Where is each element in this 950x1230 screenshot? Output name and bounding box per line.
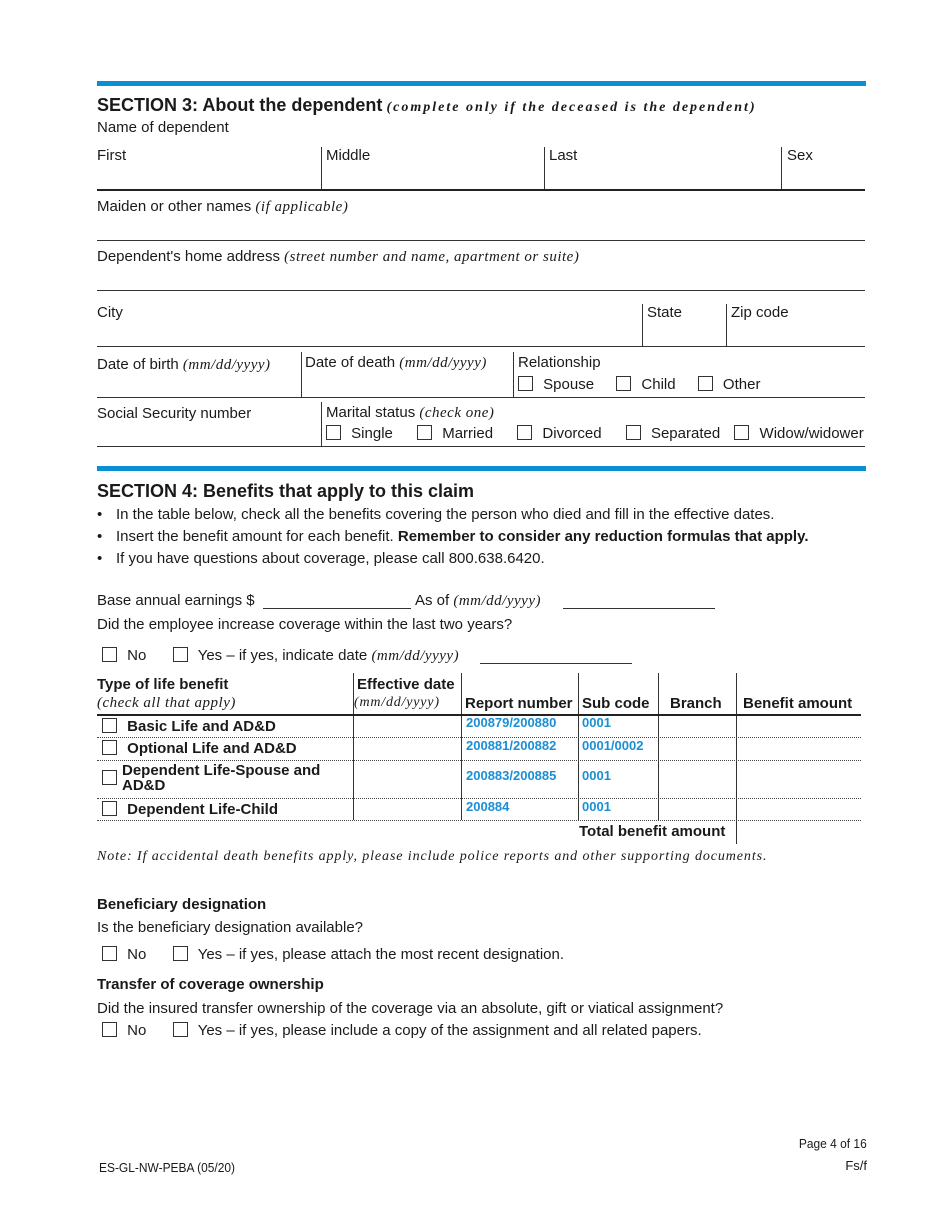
- table-row: [102, 801, 278, 818]
- bullet-1-text: In the table below, check all the benefits covering the person who died and fill in the effective dates.: [116, 506, 775, 523]
- marital-single-label: Single: [351, 425, 393, 442]
- page-code: Fs/f: [845, 1158, 867, 1173]
- section4-bullet-3: • If you have questions about coverage, please call 800.638.6420.: [97, 550, 545, 567]
- row-type: Optional Life and AD&D: [127, 740, 297, 757]
- section3-heading: [97, 95, 757, 116]
- beneficiary-options: [102, 946, 564, 963]
- row-amount-field[interactable]: [738, 762, 860, 796]
- relationship-label: Relationship: [518, 354, 601, 371]
- section3-title-note: (complete only if the deceased is the dependent): [386, 100, 757, 115]
- sex-label: Sex: [787, 147, 813, 164]
- maiden-names-row: [97, 198, 348, 216]
- dob-label: Date of birth: [97, 356, 179, 373]
- row-report-number: 200879/200880: [466, 715, 557, 730]
- row-report-number: 200883/200885: [466, 768, 557, 783]
- marital-separated-label: Separated: [650, 425, 721, 442]
- home-address-row: [97, 248, 579, 266]
- increase-yes-label: Yes – if yes, indicate date: [197, 647, 368, 664]
- maiden-names-label: Maiden or other names: [97, 198, 252, 215]
- home-address-field[interactable]: [97, 266, 865, 290]
- row-effective-date-field[interactable]: [355, 762, 459, 796]
- marital-divorced-label: Divorced: [542, 425, 602, 442]
- row-sub-code: 0001: [582, 768, 611, 783]
- col-effective-header: Effective date: [357, 676, 455, 693]
- accidental-death-note: Note: If accidental death benefits apply, please include police reports and other supporting documents.: [97, 849, 768, 864]
- section3-title: SECTION 3: About the dependent: [97, 95, 383, 115]
- optional-life-checkbox[interactable]: [102, 740, 117, 755]
- beneficiary-no-checkbox[interactable]: [102, 946, 117, 961]
- relationship-spouse-label: Spouse: [543, 376, 595, 393]
- row-branch-field[interactable]: [660, 762, 734, 796]
- table-row: [102, 740, 297, 757]
- relationship-other-checkbox[interactable]: [698, 376, 713, 391]
- increase-coverage-question: Did the employee increase coverage within the last two years?: [97, 616, 513, 633]
- total-benefit-label: Total benefit amount: [579, 823, 726, 840]
- as-of-label: As of: [415, 592, 450, 609]
- row-type: Basic Life and AD&D: [127, 718, 276, 735]
- dod-note: (mm/dd/yyyy): [399, 355, 487, 371]
- base-earnings-label: Base annual earnings $: [97, 592, 255, 609]
- as-of-note: (mm/dd/yyyy): [453, 593, 541, 609]
- sex-field[interactable]: [783, 165, 865, 189]
- zip-code-field[interactable]: [728, 322, 865, 346]
- section3-top-bar: [97, 81, 866, 86]
- transfer-no-label: No: [127, 1022, 147, 1039]
- relationship-spouse-checkbox[interactable]: [518, 376, 533, 391]
- marital-divorced-checkbox[interactable]: [517, 425, 532, 440]
- marital-widow-checkbox[interactable]: [734, 425, 749, 440]
- basic-life-checkbox[interactable]: [102, 718, 117, 733]
- middle-name-label: Middle: [326, 147, 371, 164]
- row-branch-field[interactable]: [660, 717, 734, 736]
- increase-no-checkbox[interactable]: [102, 647, 117, 662]
- beneficiary-no-label: No: [127, 946, 147, 963]
- section4-top-bar: [97, 466, 866, 471]
- row-amount-field[interactable]: [738, 739, 860, 758]
- marital-married-label: Married: [442, 425, 494, 442]
- beneficiary-yes-label: Yes – if yes, please attach the most recent designation.: [197, 946, 565, 963]
- name-of-dependent-label: Name of dependent: [97, 119, 229, 136]
- relationship-child-checkbox[interactable]: [616, 376, 631, 391]
- row-branch-field[interactable]: [660, 800, 734, 819]
- dob-note: (mm/dd/yyyy): [182, 357, 271, 373]
- dob-row: [97, 356, 271, 374]
- row-type: Dependent Life-Spouse and AD&D: [122, 762, 321, 794]
- bullet-3-text: If you have questions about coverage, please call 800.638.6420.: [116, 550, 545, 567]
- increase-date-field[interactable]: [480, 663, 632, 664]
- city-label: City: [97, 304, 123, 321]
- transfer-yes-checkbox[interactable]: [173, 1022, 188, 1037]
- last-name-label: Last: [549, 147, 578, 164]
- transfer-options: [102, 1022, 702, 1039]
- transfer-yes-label: Yes – if yes, please include a copy of the assignment and all related papers.: [197, 1022, 702, 1039]
- increase-yes-note: (mm/dd/yyyy): [371, 648, 460, 664]
- row-effective-date-field[interactable]: [355, 800, 459, 819]
- first-name-label: First: [97, 147, 127, 164]
- row-effective-date-field[interactable]: [355, 717, 459, 736]
- transfer-no-checkbox[interactable]: [102, 1022, 117, 1037]
- row-sub-code: 0001: [582, 715, 611, 730]
- table-row: [102, 718, 276, 735]
- increase-yes-checkbox[interactable]: [173, 647, 188, 662]
- col-type-note: (check all that apply): [97, 695, 236, 711]
- maiden-names-field[interactable]: [97, 216, 865, 240]
- transfer-question: Did the insured transfer ownership of the coverage via an absolute, gift or viatical assignment?: [97, 1000, 724, 1017]
- ssn-label: Social Security number: [97, 405, 252, 422]
- marital-status-label: Marital status: [326, 404, 416, 421]
- relationship-other-label: Other: [722, 376, 761, 393]
- zip-code-label: Zip code: [731, 304, 789, 321]
- bullet-2-text: Insert the benefit amount for each benefit.: [116, 528, 394, 545]
- dod-label: Date of death: [305, 354, 396, 371]
- row-report-number: 200881/200882: [466, 738, 557, 753]
- home-address-note: (street number and name, apartment or suite): [284, 249, 580, 265]
- row-sub-code: 0001: [582, 799, 611, 814]
- marital-married-checkbox[interactable]: [417, 425, 432, 440]
- row-branch-field[interactable]: [660, 739, 734, 758]
- last-name-field[interactable]: [546, 165, 779, 189]
- col-effective-note: (mm/dd/yyyy): [354, 695, 440, 710]
- row-amount-field[interactable]: [738, 800, 860, 819]
- page-number: Page 4 of 16: [799, 1136, 867, 1151]
- middle-name-field[interactable]: [323, 165, 542, 189]
- base-earnings-field[interactable]: [263, 608, 411, 609]
- row-sub-code: 0001/0002: [582, 738, 644, 753]
- section4-title: SECTION 4: Benefits that apply to this claim: [97, 481, 475, 501]
- transfer-title: Transfer of coverage ownership: [97, 976, 324, 993]
- row-amount-field[interactable]: [738, 717, 860, 736]
- row-type: Dependent Life-Child: [127, 801, 278, 818]
- form-id: ES-GL-NW-PEBA (05/20): [99, 1160, 236, 1175]
- marital-widow-label: Widow/widower: [759, 425, 864, 442]
- marital-status-row: [326, 404, 494, 422]
- ssn-field[interactable]: [97, 424, 317, 444]
- dod-row: [305, 354, 487, 372]
- maiden-names-note: (if applicable): [255, 199, 349, 215]
- col-sub-header: Sub code: [582, 695, 650, 712]
- dependent-child-checkbox[interactable]: [102, 801, 117, 816]
- state-label: State: [647, 304, 683, 321]
- section4-bullet-2: • Insert the benefit amount for each benefit. Remember to consider any reduction formulas that apply.: [97, 528, 809, 545]
- col-type-header: Type of life benefit: [97, 676, 229, 693]
- marital-single-checkbox[interactable]: [326, 425, 341, 440]
- beneficiary-question: Is the beneficiary designation available?: [97, 919, 364, 936]
- col-report-header: Report number: [465, 695, 573, 712]
- row-report-number: 200884: [466, 799, 510, 814]
- dependent-spouse-checkbox[interactable]: [102, 770, 117, 785]
- relationship-child-label: Child: [641, 376, 676, 393]
- state-field[interactable]: [644, 322, 724, 346]
- first-name-field[interactable]: [97, 165, 319, 189]
- beneficiary-yes-checkbox[interactable]: [173, 946, 188, 961]
- increase-coverage-options: [102, 647, 459, 665]
- beneficiary-title: Beneficiary designation: [97, 896, 267, 913]
- marital-status-note: (check one): [419, 405, 495, 421]
- col-branch-header: Branch: [670, 695, 722, 712]
- relationship-options: [518, 376, 760, 393]
- increase-no-label: No: [127, 647, 147, 664]
- as-of-row: [415, 592, 541, 610]
- col-amount-header: Benefit amount: [743, 695, 853, 712]
- home-address-label: Dependent's home address: [97, 248, 280, 265]
- city-field[interactable]: [97, 322, 640, 346]
- marital-options: [326, 425, 864, 442]
- bullet-2-bold-text: Remember to consider any reduction formulas that apply.: [397, 528, 809, 545]
- total-benefit-field[interactable]: [738, 822, 860, 842]
- row-effective-date-field[interactable]: [355, 739, 459, 758]
- as-of-date-field[interactable]: [563, 608, 715, 609]
- marital-separated-checkbox[interactable]: [626, 425, 641, 440]
- section4-bullet-1: • In the table below, check all the benefits covering the person who died and fill in the effective dates.: [97, 506, 775, 523]
